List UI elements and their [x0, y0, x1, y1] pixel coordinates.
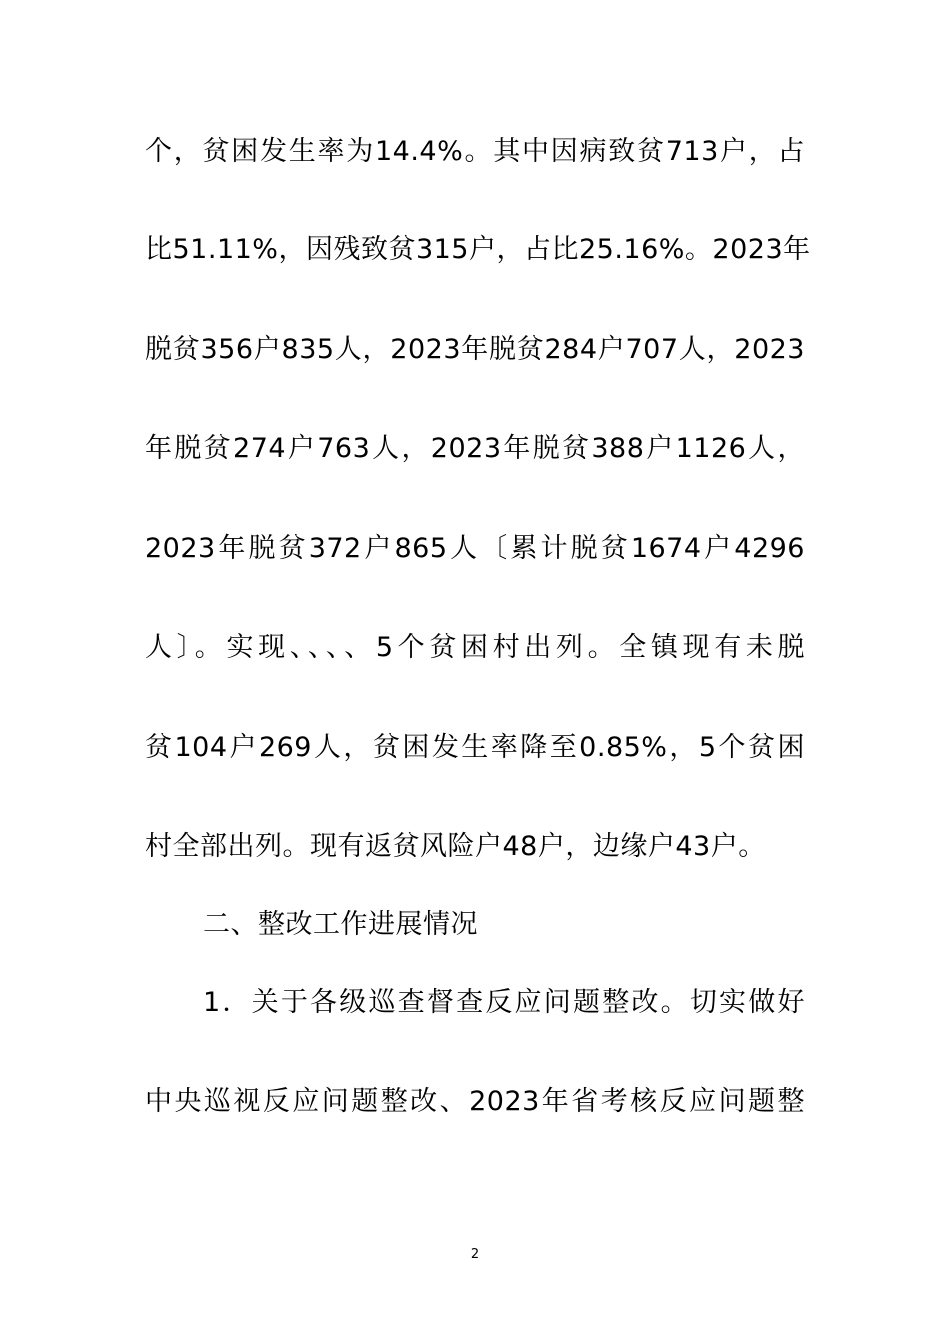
body-text-line-7: 贫104户269人，贫困发生率降至0.85%，5个贫困: [145, 732, 805, 763]
body-text-line-4: 年脱贫274户763人，2023年脱贫388户1126人，: [145, 433, 805, 464]
item-text-line-1: 1．关于各级巡查督查反应问题整改。切实做好: [203, 987, 805, 1018]
section-heading: 二、整改工作进展情况: [203, 909, 478, 940]
body-text-line-1: 个，贫困发生率为14.4%。其中因病致贫713户，占: [145, 136, 805, 167]
body-text-line-6: 人〕。实现、、、、5个贫困村出列。全镇现有未脱: [145, 632, 805, 663]
item-text-line-2: 中央巡视反应问题整改、2023年省考核反应问题整: [145, 1086, 805, 1117]
page-number: 2: [470, 1247, 480, 1262]
body-text-line-8: 村全部出列。现有返贫风险户48户，边缘户43户。: [145, 831, 766, 862]
body-text-line-2: 比51.11%，因残致贫315户，占比25.16%。2023年: [145, 234, 811, 265]
body-text-line-5: 2023年脱贫372户865人〔累计脱贫1674户4296: [145, 533, 805, 564]
body-text-line-3: 脱贫356户835人，2023年脱贫284户707人，2023: [145, 334, 805, 365]
